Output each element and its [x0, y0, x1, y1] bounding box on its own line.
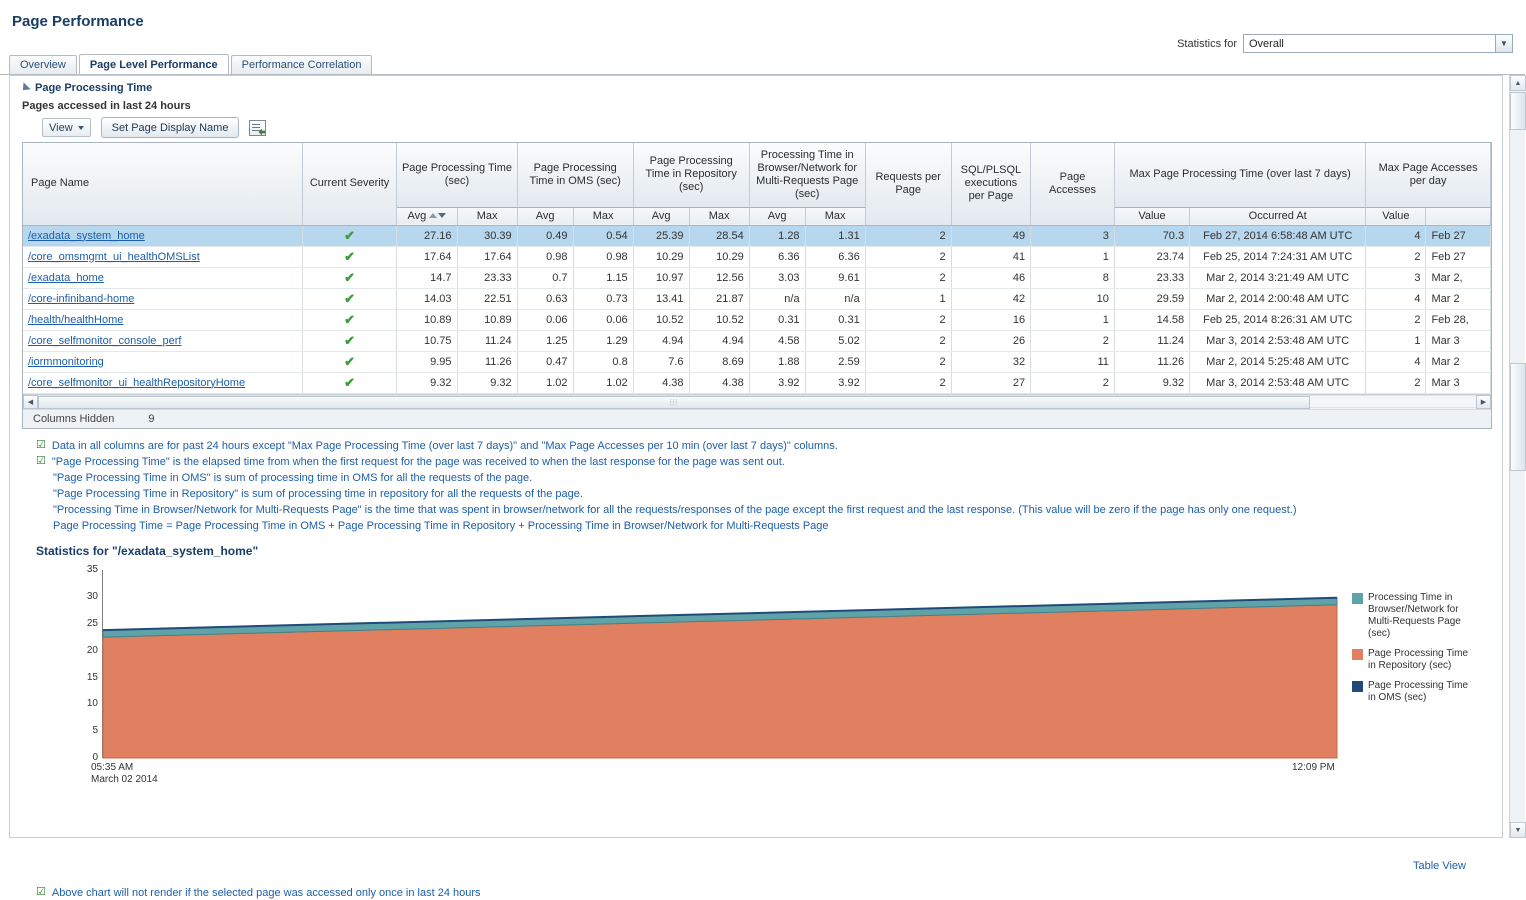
table-row[interactable] [23, 288, 1491, 309]
cell-repo-max: 21.87 [689, 288, 749, 309]
cell-repo-max: 10.29 [689, 246, 749, 267]
cell-repo-max: 28.54 [689, 225, 749, 246]
col-page-processing-time-oms[interactable]: Page Processing Time in OMS (sec) [517, 143, 633, 207]
y-tick-0: 0 [92, 751, 98, 763]
disclosure-triangle-icon[interactable] [19, 82, 30, 93]
subcol-ppt-avg[interactable]: Avg [397, 207, 457, 225]
cell-browser-max: n/a [805, 288, 865, 309]
cell-sql-exec: 46 [951, 267, 1030, 288]
cell-repo-avg: 13.41 [633, 288, 689, 309]
severity-ok-icon: ✔ [344, 353, 356, 369]
chart-plot-area [102, 570, 1336, 758]
legend-swatch-icon [1352, 681, 1363, 692]
y-tick-5: 5 [92, 724, 98, 736]
cell-browser-avg: n/a [749, 288, 805, 309]
cell-page-name[interactable]: /core_selfmonitor_ui_healthRepositoryHome [23, 372, 302, 393]
cell-max-ppt-value: 11.26 [1114, 351, 1189, 372]
legend-item-oms[interactable] [1352, 680, 1477, 704]
subcol-oms-max[interactable]: Max [573, 207, 633, 225]
notes-block [36, 438, 1502, 534]
cell-repo-avg: 4.94 [633, 330, 689, 351]
set-page-display-name-button[interactable]: Set Page Display Name [101, 117, 240, 138]
cell-oms-max: 0.8 [573, 351, 633, 372]
severity-ok-icon: ✔ [344, 311, 356, 327]
cell-ppt-max: 11.24 [457, 330, 517, 351]
tab-page-level-performance[interactable]: Page Level Performance [79, 54, 229, 75]
cell-ppt-avg: 10.89 [397, 309, 457, 330]
cell-ppt-max: 17.64 [457, 246, 517, 267]
cell-max-acc-occurred: Feb 27 [1426, 246, 1491, 267]
subcol-oms-avg[interactable]: Avg [517, 207, 573, 225]
x-axis-end-label: 12:09 PM [1292, 761, 1335, 773]
tab-performance-correlation[interactable]: Performance Correlation [231, 55, 373, 75]
cell-ppt-avg: 9.32 [397, 372, 457, 393]
col-max-page-accesses-per-day[interactable]: Max Page Accesses per day [1366, 143, 1491, 207]
cell-oms-max: 1.15 [573, 267, 633, 288]
cell-browser-max: 0.31 [805, 309, 865, 330]
statistics-for-select[interactable] [1243, 34, 1513, 53]
cell-current-severity [302, 225, 397, 246]
cell-requests-per-page: 2 [865, 246, 951, 267]
cell-repo-max: 4.94 [689, 330, 749, 351]
cell-current-severity [302, 309, 397, 330]
col-page-processing-time-repository[interactable]: Page Processing Time in Repository (sec) [633, 143, 749, 207]
subcol-repo-max[interactable]: Max [689, 207, 749, 225]
subcol-maxppt-value[interactable]: Value [1114, 207, 1189, 225]
cell-browser-avg: 6.36 [749, 246, 805, 267]
cell-ppt-max: 11.26 [457, 351, 517, 372]
cell-oms-avg: 0.98 [517, 246, 573, 267]
info-check-icon: ☑ [36, 438, 46, 451]
cell-sql-exec: 49 [951, 225, 1030, 246]
cell-sql-exec: 16 [951, 309, 1030, 330]
cell-oms-max: 1.02 [573, 372, 633, 393]
cell-requests-per-page: 1 [865, 288, 951, 309]
page-performance-table [22, 142, 1492, 429]
note-item [36, 438, 1502, 454]
cell-max-acc-occurred: Mar 2, [1426, 267, 1491, 288]
y-axis [58, 563, 98, 763]
y-tick-15: 15 [86, 671, 98, 683]
legend-swatch-icon [1352, 593, 1363, 604]
area-chart-svg [103, 570, 1337, 758]
cell-oms-avg: 0.47 [517, 351, 573, 372]
cell-max-ppt-value: 29.59 [1114, 288, 1189, 309]
cell-repo-max: 4.38 [689, 372, 749, 393]
severity-ok-icon: ✔ [344, 332, 356, 348]
chevron-down-icon [78, 126, 84, 130]
cell-ppt-avg: 10.75 [397, 330, 457, 351]
cell-page-accesses: 2 [1031, 330, 1115, 351]
cell-ppt-avg: 14.03 [397, 288, 457, 309]
note-text: Above chart will not render if the selected page was accessed only once in last 24 hours [51, 886, 481, 899]
cell-page-name[interactable]: /core-infiniband-home [23, 288, 302, 309]
subcol-repo-avg[interactable]: Avg [633, 207, 689, 225]
cell-browser-avg: 1.88 [749, 351, 805, 372]
y-tick-30: 30 [86, 590, 98, 602]
cell-oms-max: 0.73 [573, 288, 633, 309]
severity-ok-icon: ✔ [344, 290, 356, 306]
cell-requests-per-page: 2 [865, 309, 951, 330]
table-toolbar [42, 117, 1502, 138]
columns-hidden-status [23, 409, 1491, 428]
cell-max-acc-value: 4 [1366, 225, 1426, 246]
subcol-maxacc-value[interactable]: Value [1366, 207, 1426, 225]
col-page-processing-time[interactable]: Page Processing Time (sec) [397, 143, 517, 207]
x-axis-start-date: March 02 2014 [91, 773, 158, 785]
subcol-browser-avg[interactable]: Avg [749, 207, 805, 225]
cell-max-acc-value: 4 [1366, 351, 1426, 372]
view-menu-label: View [49, 121, 73, 134]
cell-browser-max: 5.02 [805, 330, 865, 351]
cell-max-acc-occurred: Feb 27 [1426, 225, 1491, 246]
cell-max-acc-value: 4 [1366, 288, 1426, 309]
col-page-accesses[interactable]: Page Accesses [1031, 143, 1115, 225]
col-page-name[interactable]: Page Name [23, 143, 302, 225]
cell-page-name[interactable]: /core_omsmgmt_ui_healthOMSList [23, 246, 302, 267]
severity-ok-icon: ✔ [344, 248, 356, 264]
cell-current-severity [302, 288, 397, 309]
cell-max-ppt-occurred: Feb 25, 2014 7:24:31 AM UTC [1190, 246, 1366, 267]
x-axis-start-time: 05:35 AM [91, 761, 134, 773]
columns-hidden-count: 9 [148, 412, 155, 425]
cell-page-name[interactable]: /exadata_home [23, 267, 302, 288]
statistics-for-control [1177, 34, 1513, 53]
tab-bar [9, 54, 374, 75]
subcol-maxacc-occurred[interactable] [1426, 207, 1491, 225]
scroll-right-icon[interactable]: ▶ [1476, 395, 1491, 409]
cell-browser-max: 9.61 [805, 267, 865, 288]
legend-label: Processing Time in Browser/Network for Multi-Requests Page (sec) [1368, 591, 1461, 639]
cell-max-ppt-value: 9.32 [1114, 372, 1189, 393]
cell-page-accesses: 2 [1031, 372, 1115, 393]
cell-browser-avg: 4.58 [749, 330, 805, 351]
tab-overview[interactable]: Overview [9, 55, 77, 75]
cell-browser-avg: 0.31 [749, 309, 805, 330]
cell-oms-avg: 0.7 [517, 267, 573, 288]
section-subtitle: Pages accessed in last 24 hours [22, 100, 191, 112]
chart-legend [1352, 592, 1477, 712]
note-item [36, 454, 1502, 470]
cell-current-severity [302, 330, 397, 351]
cell-max-acc-value: 2 [1366, 246, 1426, 267]
scroll-left-icon[interactable]: ◀ [23, 395, 38, 409]
col-max-page-processing-time[interactable]: Max Page Processing Time (over last 7 days) [1114, 143, 1365, 207]
severity-ok-icon: ✔ [344, 227, 356, 243]
cell-repo-max: 10.52 [689, 309, 749, 330]
cell-ppt-max: 22.51 [457, 288, 517, 309]
cell-max-ppt-occurred: Mar 2, 2014 3:21:49 AM UTC [1190, 267, 1366, 288]
note-text: "Page Processing Time in Repository" is sum of processing time in repository for all the requests of the page. [53, 487, 583, 500]
col-current-severity[interactable]: Current Severity [302, 143, 397, 225]
legend-swatch-icon [1352, 649, 1363, 660]
cell-browser-avg: 3.03 [749, 267, 805, 288]
note-text: Page Processing Time = Page Processing Time in OMS + Page Processing Time in Repository + Processing Time in Browser/Network for Multi-Requests Page [53, 519, 829, 532]
cell-requests-per-page: 2 [865, 372, 951, 393]
x-axis-start-label [91, 762, 158, 786]
table-body [23, 225, 1491, 393]
chart-title: Statistics for "/exadata_system_home" [36, 543, 259, 558]
main-panel [9, 75, 1503, 899]
cell-oms-max: 0.54 [573, 225, 633, 246]
cell-repo-max: 12.56 [689, 267, 749, 288]
cell-browser-max: 3.92 [805, 372, 865, 393]
scroll-thumb[interactable] [1510, 363, 1526, 471]
cell-requests-per-page: 2 [865, 351, 951, 372]
cell-current-severity [302, 372, 397, 393]
cell-sql-exec: 32 [951, 351, 1030, 372]
legend-label: Page Processing Time in Repository (sec) [1368, 647, 1469, 671]
y-tick-35: 35 [86, 563, 98, 575]
cell-oms-max: 0.06 [573, 309, 633, 330]
cell-repo-avg: 4.38 [633, 372, 689, 393]
cell-max-ppt-value: 14.58 [1114, 309, 1189, 330]
cell-max-acc-occurred: Mar 2 [1426, 288, 1491, 309]
table-row[interactable] [23, 225, 1491, 246]
cell-oms-avg: 0.63 [517, 288, 573, 309]
cell-ppt-avg: 27.16 [397, 225, 457, 246]
table-horizontal-scrollbar[interactable] [23, 394, 1491, 409]
col-requests-per-page[interactable]: Requests per Page [865, 143, 951, 225]
note-text: Data in all columns are for past 24 hours except "Max Page Processing Time (over last 7 days)" and "Max Page Accesses per 10 min (over last 7 days)" columns. [51, 439, 838, 452]
y-tick-25: 25 [86, 617, 98, 629]
scroll-thumb-top[interactable] [1510, 92, 1526, 130]
col-processing-time-browser-network[interactable]: Processing Time in Browser/Network for Multi-Requests Page (sec) [749, 143, 865, 207]
cell-max-acc-occurred: Mar 3 [1426, 372, 1491, 393]
scroll-down-icon[interactable]: ▼ [1510, 822, 1526, 838]
cell-requests-per-page: 2 [865, 225, 951, 246]
cell-ppt-max: 9.32 [457, 372, 517, 393]
table-view-link[interactable]: Table View [1413, 860, 1466, 872]
cell-max-acc-value: 2 [1366, 309, 1426, 330]
cell-max-ppt-value: 23.33 [1114, 267, 1189, 288]
cell-requests-per-page: 2 [865, 330, 951, 351]
sort-indicator-icon[interactable] [429, 213, 446, 218]
chart-bottom-note [36, 885, 481, 900]
cell-max-ppt-occurred: Mar 2, 2014 2:00:48 AM UTC [1190, 288, 1366, 309]
table-row[interactable] [23, 351, 1491, 372]
cell-page-accesses: 1 [1031, 246, 1115, 267]
note-text: "Page Processing Time in OMS" is sum of processing time in OMS for all the requests of the page. [53, 471, 533, 484]
cell-max-acc-occurred: Mar 2 [1426, 351, 1491, 372]
export-to-spreadsheet-icon[interactable] [249, 120, 266, 136]
info-check-icon: ☑ [36, 886, 46, 898]
cell-requests-per-page: 2 [865, 267, 951, 288]
subcol-maxppt-occurred[interactable]: Occurred At [1190, 207, 1366, 225]
cell-repo-avg: 25.39 [633, 225, 689, 246]
table-row[interactable] [23, 267, 1491, 288]
table-row[interactable] [23, 309, 1491, 330]
cell-page-name[interactable]: /health/healthHome [23, 309, 302, 330]
cell-repo-avg: 10.52 [633, 309, 689, 330]
table-row[interactable] [23, 246, 1491, 267]
cell-repo-avg: 7.6 [633, 351, 689, 372]
table-row[interactable] [23, 330, 1491, 351]
cell-sql-exec: 27 [951, 372, 1030, 393]
legend-label: Page Processing Time in OMS (sec) [1368, 679, 1469, 703]
cell-max-ppt-occurred: Mar 2, 2014 5:25:48 AM UTC [1190, 351, 1366, 372]
subcol-ppt-max[interactable]: Max [457, 207, 517, 225]
cell-sql-exec: 26 [951, 330, 1030, 351]
cell-current-severity [302, 267, 397, 288]
cell-oms-avg: 1.25 [517, 330, 573, 351]
cell-page-accesses: 8 [1031, 267, 1115, 288]
cell-max-ppt-occurred: Feb 27, 2014 6:58:48 AM UTC [1190, 225, 1366, 246]
scroll-track[interactable] [38, 395, 1476, 408]
severity-ok-icon: ✔ [344, 374, 356, 390]
cell-browser-max: 2.59 [805, 351, 865, 372]
legend-item-repository[interactable] [1352, 648, 1477, 672]
scroll-thumb[interactable]: ⦙⦙⦙ [38, 396, 1310, 409]
section-header[interactable] [10, 76, 1502, 97]
scroll-up-icon[interactable]: ▲ [1510, 75, 1526, 91]
statistics-for-label: Statistics for [1177, 37, 1237, 50]
cell-max-ppt-value: 11.24 [1114, 330, 1189, 351]
legend-item-browser-network[interactable] [1352, 592, 1477, 640]
cell-browser-avg: 1.28 [749, 225, 805, 246]
cell-sql-exec: 41 [951, 246, 1030, 267]
cell-max-acc-value: 1 [1366, 330, 1426, 351]
cell-max-ppt-occurred: Mar 3, 2014 2:53:48 AM UTC [1190, 372, 1366, 393]
cell-ppt-max: 30.39 [457, 225, 517, 246]
cell-max-acc-value: 2 [1366, 372, 1426, 393]
cell-max-acc-occurred: Mar 3 [1426, 330, 1491, 351]
severity-ok-icon: ✔ [344, 269, 356, 285]
cell-ppt-avg: 9.95 [397, 351, 457, 372]
cell-page-accesses: 1 [1031, 309, 1115, 330]
table-row[interactable] [23, 372, 1491, 393]
cell-browser-avg: 3.92 [749, 372, 805, 393]
y-tick-10: 10 [86, 697, 98, 709]
cell-ppt-avg: 17.64 [397, 246, 457, 267]
page-title: Page Performance [12, 13, 144, 30]
columns-hidden-label: Columns Hidden [33, 412, 115, 425]
cell-oms-avg: 1.02 [517, 372, 573, 393]
page-vertical-scrollbar[interactable] [1509, 75, 1525, 838]
info-check-icon: ☑ [36, 454, 46, 467]
cell-max-acc-value: 3 [1366, 267, 1426, 288]
cell-ppt-avg: 14.7 [397, 267, 457, 288]
subcol-browser-max[interactable]: Max [805, 207, 865, 225]
cell-max-ppt-occurred: Feb 25, 2014 8:26:31 AM UTC [1190, 309, 1366, 330]
note-text: "Processing Time in Browser/Network for Multi-Requests Page" is the time that was spent in browser/network for all the requests/responses of the page except the first request and the last response. (This value will be zero if the page has only one request.) [53, 503, 1297, 516]
statistics-for-value: Overall [1249, 37, 1284, 50]
cell-page-accesses: 11 [1031, 351, 1115, 372]
cell-max-ppt-value: 70.3 [1114, 225, 1189, 246]
y-tick-20: 20 [86, 644, 98, 656]
cell-oms-avg: 0.49 [517, 225, 573, 246]
cell-browser-max: 6.36 [805, 246, 865, 267]
cell-ppt-max: 23.33 [457, 267, 517, 288]
cell-current-severity [302, 246, 397, 267]
cell-page-name[interactable]: /iormmonitoring [23, 351, 302, 372]
cell-max-ppt-value: 23.74 [1114, 246, 1189, 267]
note-text: "Page Processing Time" is the elapsed time from when the first request for the page was received to when the last response for the page was sent out. [51, 455, 785, 468]
statistics-chart [36, 562, 1476, 797]
cell-ppt-max: 10.89 [457, 309, 517, 330]
cell-page-name[interactable]: /core_selfmonitor_console_perf [23, 330, 302, 351]
chevron-down-icon[interactable]: ▼ [1495, 35, 1512, 52]
cell-repo-avg: 10.29 [633, 246, 689, 267]
cell-page-accesses: 3 [1031, 225, 1115, 246]
cell-browser-max: 1.31 [805, 225, 865, 246]
cell-sql-exec: 42 [951, 288, 1030, 309]
cell-max-acc-occurred: Feb 28, [1426, 309, 1491, 330]
cell-max-ppt-occurred: Mar 3, 2014 2:53:48 AM UTC [1190, 330, 1366, 351]
view-menu-button[interactable] [42, 118, 91, 137]
cell-repo-avg: 10.97 [633, 267, 689, 288]
cell-oms-max: 0.98 [573, 246, 633, 267]
cell-page-accesses: 10 [1031, 288, 1115, 309]
cell-oms-max: 1.29 [573, 330, 633, 351]
cell-page-name[interactable]: /exadata_system_home [23, 225, 302, 246]
section-title: Page Processing Time [35, 82, 153, 94]
cell-oms-avg: 0.06 [517, 309, 573, 330]
cell-repo-max: 8.69 [689, 351, 749, 372]
cell-current-severity [302, 351, 397, 372]
col-sql-plsql-executions-per-page[interactable]: SQL/PLSQL executions per Page [951, 143, 1030, 225]
